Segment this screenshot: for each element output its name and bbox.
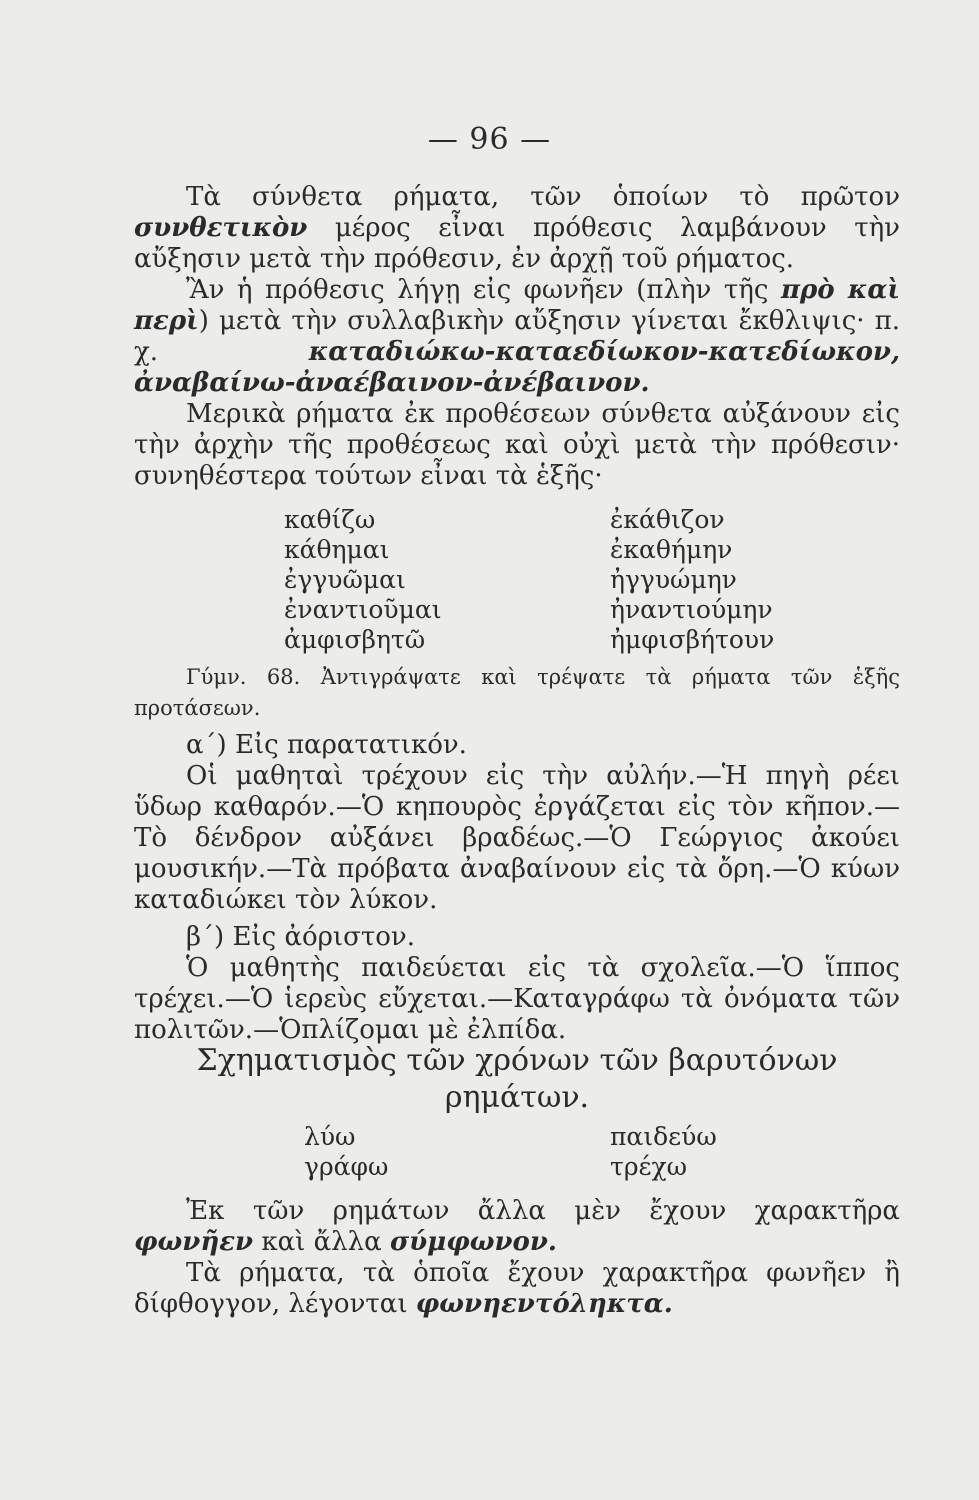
part-a-label: α΄) Εἰς παρατατικόν. (186, 730, 467, 760)
paragraph-3: Μερικὰ ρήματα ἐκ προθέσεων σύνθετα αὐξάνουν εἰς τὴν ἀρχὴν τῆς προθέσεως καὶ οὐχὶ μετὰ τὴν πρόθεσιν· συνηθέστερα τούτων εἶναι τὰ ἑξῆς· (134, 399, 900, 491)
paragraph-compound-verbs (134, 182, 900, 492)
verb-pair-row: ἐναντιοῦμαι ἠναντιούμην (284, 595, 773, 624)
example-row: λύω παιδεύω (304, 1122, 717, 1151)
paragraph-5: Τὰ ρήματα, τὰ ὁποῖα ἔχουν χαρακτῆρα φωνῆεν ἢ δίφθογγον, λέγονται φωνηεντόληκτα. (134, 1258, 900, 1319)
exercise-instruction: Γύμν. 68. Ἀντιγράψατε καὶ τρέψατε τὰ ρήματα τῶν ἑξῆς προτάσεων. (134, 665, 900, 720)
paragraph-4: Ἐκ τῶν ρημάτων ἄλλα μὲν ἔχουν χαρακτῆρα φωνῆεν καὶ ἄλλα σύμφωνον. (134, 1196, 900, 1257)
verb-pair-row: κάθημαι ἐκαθήμην (284, 535, 733, 564)
verb-pairs-table (284, 505, 844, 655)
part-b-text: Ὁ μαθητὴς παιδεύεται εἰς τὰ σχολεῖα.—Ὁ ἵππος τρέχει.—Ὁ ἱερεὺς εὔχεται.—Καταγράφω τὰ ὀνόματα τῶν πολιτῶν.—Ὁπλίζομαι μὲ ἐλπίδα. (134, 953, 900, 1045)
example-row: γράφω τρέχω (304, 1152, 688, 1181)
verb-pair-row: ἐγγυῶμαι ἠγγυώμην (284, 565, 737, 594)
paragraph-2: Ἂν ἡ πρόθεσις λήγῃ εἰς φωνῆεν (πλὴν τῆς πρὸ καὶ περὶ) μετὰ τὴν συλλαβικὴν αὔξησιν γίνεται ἔκθλιψις· π. χ. καταδιώκω-καταεδίωκον-κατεδίωκον, ἀναβαίνω-ἀναέβαινον-ἀνέβαινον. (134, 275, 900, 398)
examples-table (304, 1122, 864, 1182)
part-a-text: Οἱ μαθηταὶ τρέχουν εἰς τὴν αὐλήν.—Ἡ πηγὴ ρέει ὕδωρ καθαρόν.—Ὁ κηπουρὸς ἐργάζεται εἰς τὸν κῆπον.—Τὸ δένδρον αὐξάνει βραδέως.—Ὁ Γεώργιος ἀκούει μουσικήν.—Τὰ πρόβατα ἀναβαίνουν εἰς τὰ ὄρη.—Ὁ κύων καταδιώκει τὸν λύκον. (134, 761, 900, 915)
exercise-section (134, 662, 900, 1046)
part-b-label: β΄) Εἰς ἀόριστον. (186, 922, 415, 952)
page-number: — 96 — (427, 122, 552, 157)
paragraph-1: Τὰ σύνθετα ρήματα, τῶν ὁποίων τὸ πρῶτον συνθετικὸν μέρος εἶναι πρόθεσις λαμβάνουν τὴν αὔξησιν μετὰ τὴν πρόθεσιν, ἐν ἀρχῇ τοῦ ρήματος. (134, 182, 900, 274)
section-title: Σχηματισμὸς τῶν χρόνων τῶν βαρυτόνων ρημάτων. (196, 1043, 838, 1115)
closing-paragraphs (134, 1196, 900, 1320)
verb-pair-row: ἀμφισβητῶ ἠμφισβήτουν (284, 625, 775, 654)
verb-pair-row: καθίζω ἐκάθιζον (284, 505, 725, 534)
